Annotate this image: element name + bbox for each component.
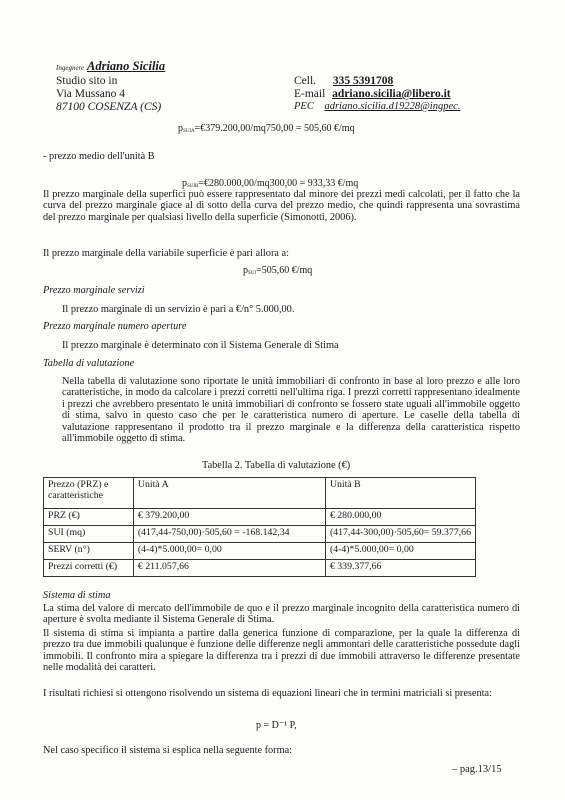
- paragraph-table: Nella tabella di valutazione sono riportate le unità immobiliari di confronto in base al loro prezzo e alle loro caratteristiche, in modo da calcolare i prezzi corretti nell'ultima riga. I prezzi corretti rappresentano idealmente i prezzi che avrebbero presentato le unità immobiliari di confronto se fossero state uguali all'immobile oggetto di stima, salvo in questo caso che per le caratteristica numero di aperture. Le caselle della tabella di valutazione rappresentano il prodotto tra il prezzo marginale e la differenza della caratteristica rispetto all'immobile oggetto di stima.: [62, 376, 520, 445]
- table-cell: € 280.000,00: [325, 509, 475, 526]
- formula-price-b: [182, 178, 358, 189]
- address-street: Via Mussano 4: [56, 88, 125, 100]
- formula-sub: SUI: [248, 271, 257, 276]
- author-name: Adriano Sicilia: [87, 59, 166, 73]
- studio-label: Studio sito in: [56, 75, 118, 87]
- pec-label: PEC: [294, 101, 314, 112]
- table-header-row: [44, 478, 476, 509]
- table-cell: PRZ (€): [44, 509, 134, 526]
- formula-sub: SUIB: [187, 184, 199, 189]
- table-cell: SERV (n°): [44, 543, 134, 560]
- email-link[interactable]: adriano.sicilia@libero.it: [332, 88, 451, 100]
- page-number: – pag.13/15: [452, 764, 502, 775]
- cell-line: [294, 75, 393, 87]
- formula-sub: SUIA: [183, 129, 195, 134]
- address-city: 87100 COSENZA (CS): [56, 101, 162, 113]
- formula-rest: =505,60 €/mq: [256, 265, 313, 276]
- closing-line: Nel caso specifico il sistema si esplica nella seguente forma:: [43, 745, 293, 756]
- table-row: [44, 526, 476, 543]
- pec-link[interactable]: adriano.sicilia.d19228@ingpec.: [324, 101, 461, 112]
- formula-var: p: [243, 265, 248, 276]
- table-row: [44, 543, 476, 560]
- table-cell: SUI (mq): [44, 526, 134, 543]
- cell-value: 335 5391708: [332, 75, 394, 87]
- table-cell: (4-4)*5.000,00= 0,00: [325, 543, 475, 560]
- formula-rest: =€379.200,00/mq750,00 = 505,60 €/mq: [194, 123, 355, 134]
- text-services: Il prezzo marginale di un servizio è pari a €/n° 5.000,00.: [62, 304, 295, 315]
- formula-rest: =€280.000,00/mq300,00 = 933,33 €/mq: [198, 178, 359, 189]
- pec-line: [294, 101, 460, 113]
- paragraph-marginal-price: Il prezzo marginale della superfici può essere rappresentato dal minore dei prezzi medi calcolati, per il fatto che la curva del prezzo marginale giace al di sotto della curva del prezzo medio, che quindi rappresenta una sovrastima del prezzo marginale per qualsiasi livello della superficie (Simonotti, 2006).: [43, 189, 520, 223]
- heading-openings: Prezzo marginale numero aperture: [43, 321, 187, 332]
- table-cell: (417,44-750,00)·505,60 = -168.142,34: [133, 526, 325, 543]
- valuation-table: [43, 477, 476, 577]
- text-openings: Il prezzo marginale è determinato con il Sistema Generale di Stima: [62, 340, 339, 351]
- formula-var: p: [178, 123, 183, 134]
- table-cell: (4-4)*5.000,00= 0,00: [133, 543, 325, 560]
- email-label: E-mail: [294, 88, 326, 100]
- table-cell: Prezzi corretti (€): [44, 560, 134, 577]
- paragraph-system-3: I risultati richiesi si ottengono risolvendo un sistema di equazioni lineari che in termini matriciali si presenta:: [43, 688, 492, 699]
- author-title: [56, 60, 165, 74]
- table-cell: (417,44-300,00)·505,60= 59.377,66: [325, 526, 475, 543]
- formula-price-a: [178, 123, 355, 134]
- table-cell: € 211.057,66: [133, 560, 325, 577]
- email-line: [294, 88, 451, 100]
- table-caption: Tabella 2. Tabella di valutazione (€): [202, 460, 351, 471]
- cell-label: Cell.: [294, 75, 317, 87]
- price-average-b: - prezzo medio dell'unità B: [43, 151, 155, 162]
- matrix-formula: p = D⁻¹ P,: [256, 720, 297, 731]
- table-cell: € 379.200,00: [133, 509, 325, 526]
- table-header-cell: Unità B: [325, 478, 475, 509]
- table-row: [44, 560, 476, 577]
- paragraph-variable-surface: Il prezzo marginale della variabile superficie è pari allora a:: [43, 248, 289, 259]
- paragraph-system-1: La stima del valore di mercato dell'immobile de quo e il prezzo marginale incognito della caratteristica numero di aperture è svolta mediante il Sistema Generale di Stima.: [43, 603, 520, 626]
- title-small: Ingegnere: [56, 64, 85, 72]
- heading-services: Prezzo marginale servizi: [43, 285, 145, 296]
- table-header-cell: Unità A: [133, 478, 325, 509]
- table-header-cell: Prezzo (PRZ) e caratteristiche: [44, 478, 134, 509]
- formula-var: p: [182, 178, 187, 189]
- formula-price-sui: [243, 265, 312, 276]
- table-cell: € 339.377,66: [325, 560, 475, 577]
- heading-system: Sistema di stima: [43, 590, 111, 601]
- table-row: [44, 509, 476, 526]
- heading-table: Tabella di valutazione: [43, 358, 135, 369]
- paragraph-system-2: Il sistema di stima si impianta a partire dalla generica funzione di comparazione, per la quale la differenza di prezzo tra due immobili qualunque è funzione delle differenze negli ammontari delle caratteristiche possedute dagli immobili. Il confronto mira a spiegare la differenza tra i prezzi di due immobili attraverso le differenze presentate nelle modalità dei caratteri.: [43, 628, 520, 674]
